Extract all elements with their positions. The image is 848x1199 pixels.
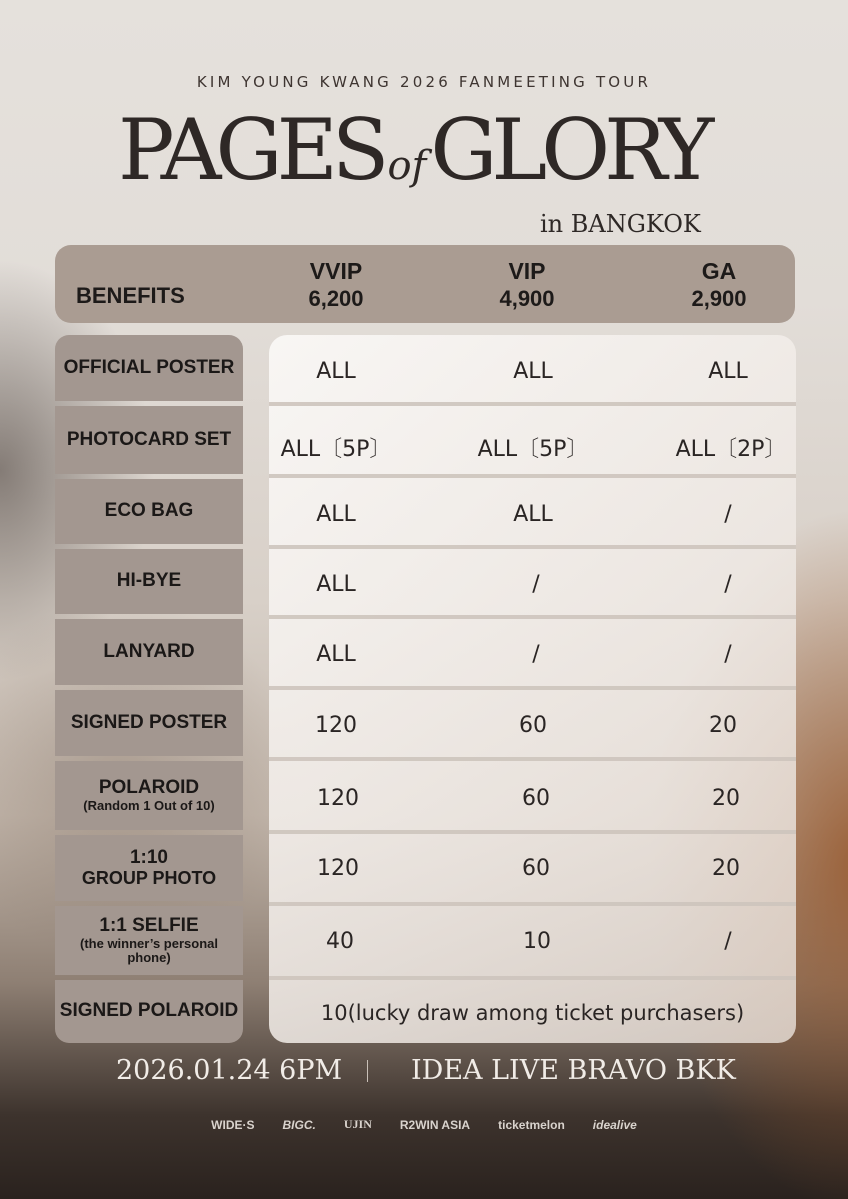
row-divider [269, 686, 796, 690]
cell-official-poster-vvip: ALL [316, 359, 356, 384]
title-part-glory: GLORY [430, 101, 709, 199]
row-note: GROUP PHOTO [81, 867, 217, 888]
benefits-label: BENEFITS [76, 283, 185, 308]
row-divider [269, 976, 796, 980]
tier-price: 2,900 [691, 285, 747, 311]
tier-name: VIP [508, 258, 546, 284]
row-label-group-photo: 1:10 GROUP PHOTO [55, 835, 243, 901]
row-label-selfie: 1:1 SELFIE (the winner’s personal phone) [55, 906, 243, 975]
tour-subtitle: KIM YOUNG KWANG 2026 FANMEETING TOUR [196, 73, 652, 91]
row-divider [269, 615, 796, 619]
tier-ga [649, 258, 789, 312]
row-divider [269, 474, 796, 478]
tier-price: 4,900 [499, 285, 555, 311]
cell-eco-bag-vip: ALL [513, 502, 553, 527]
logo-ticketmelon: ticketmelon [498, 1117, 565, 1132]
cell-photocard-ga: ALL〔2P〕 [675, 437, 787, 462]
row-label-polaroid: POLAROID (Random 1 Out of 10) [55, 761, 243, 830]
row-divider [269, 830, 796, 834]
event-title [118, 101, 709, 199]
tier-name: GA [701, 258, 737, 284]
event-date: 2026.01.24 6PM [116, 1055, 343, 1086]
cell-hi-bye-ga: / [724, 572, 732, 597]
benefit-label-column [55, 335, 243, 1043]
cell-hi-bye-vip: / [532, 572, 540, 597]
sponsor-logos [0, 1117, 848, 1132]
title-part-of: of [387, 143, 427, 189]
cell-signed-poster-vvip: 120 [315, 713, 357, 738]
row-label-signed-poster: SIGNED POSTER [55, 690, 243, 756]
cell-eco-bag-ga: / [724, 502, 732, 527]
row-note: (Random 1 Out of 10) [83, 797, 215, 813]
row-divider [269, 902, 796, 906]
cell-selfie-vvip: 40 [326, 929, 354, 954]
footer-separator [367, 1060, 368, 1082]
row-label-lanyard: LANYARD [55, 619, 243, 685]
cell-group-photo-ga: 20 [712, 856, 740, 881]
cell-official-poster-ga: ALL [708, 359, 748, 384]
cell-eco-bag-vvip: ALL [316, 502, 356, 527]
cell-lanyard-vvip: ALL [316, 642, 356, 667]
row-label-signed-polaroid: SIGNED POLAROID [55, 980, 243, 1043]
title-part-pages: PAGES [118, 101, 384, 199]
tier-vip [457, 258, 597, 312]
row-label-eco-bag: ECO BAG [55, 479, 243, 544]
cell-polaroid-vip: 60 [522, 786, 550, 811]
row-divider [269, 402, 796, 406]
row-label-official-poster: OFFICIAL POSTER [55, 335, 243, 401]
tier-price: 6,200 [308, 285, 364, 311]
cell-hi-bye-vvip: ALL [316, 572, 356, 597]
tier-vvip [266, 258, 406, 312]
cell-selfie-vip: 10 [523, 929, 551, 954]
row-divider [269, 757, 796, 761]
logo-bigc: BIGC. [282, 1117, 316, 1132]
row-note: (the winner’s personal phone) [80, 935, 218, 965]
logo-wides: WIDE·S [211, 1117, 255, 1132]
cell-lanyard-ga: / [724, 642, 732, 667]
row-label-photocard-set: PHOTOCARD SET [55, 406, 243, 474]
logo-r2win-asia: R2WIN ASIA [399, 1117, 471, 1132]
cell-polaroid-vvip: 120 [317, 786, 359, 811]
cell-photocard-vvip: ALL〔5P〕 [280, 437, 392, 462]
cell-signed-poster-vip: 60 [519, 713, 547, 738]
cell-lanyard-vip: / [532, 642, 540, 667]
cell-signed-polaroid-all: 10(lucky draw among ticket purchasers) [320, 1001, 745, 1025]
cell-group-photo-vvip: 120 [317, 856, 359, 881]
cell-selfie-ga: / [724, 929, 732, 954]
logo-idealive: idealive [592, 1117, 637, 1132]
event-venue: IDEA LIVE BRAVO BKK [411, 1055, 736, 1086]
row-label-hi-bye: HI-BYE [55, 549, 243, 614]
cell-polaroid-ga: 20 [712, 786, 740, 811]
cell-group-photo-vip: 60 [522, 856, 550, 881]
logo-ujin: UJIN [343, 1117, 372, 1131]
cell-official-poster-vip: ALL [513, 359, 553, 384]
cell-signed-poster-ga: 20 [709, 713, 737, 738]
event-city: in BANGKOK [540, 210, 701, 238]
cell-photocard-vip: ALL〔5P〕 [477, 437, 589, 462]
row-divider [269, 545, 796, 549]
tier-name: VVIP [309, 258, 363, 284]
